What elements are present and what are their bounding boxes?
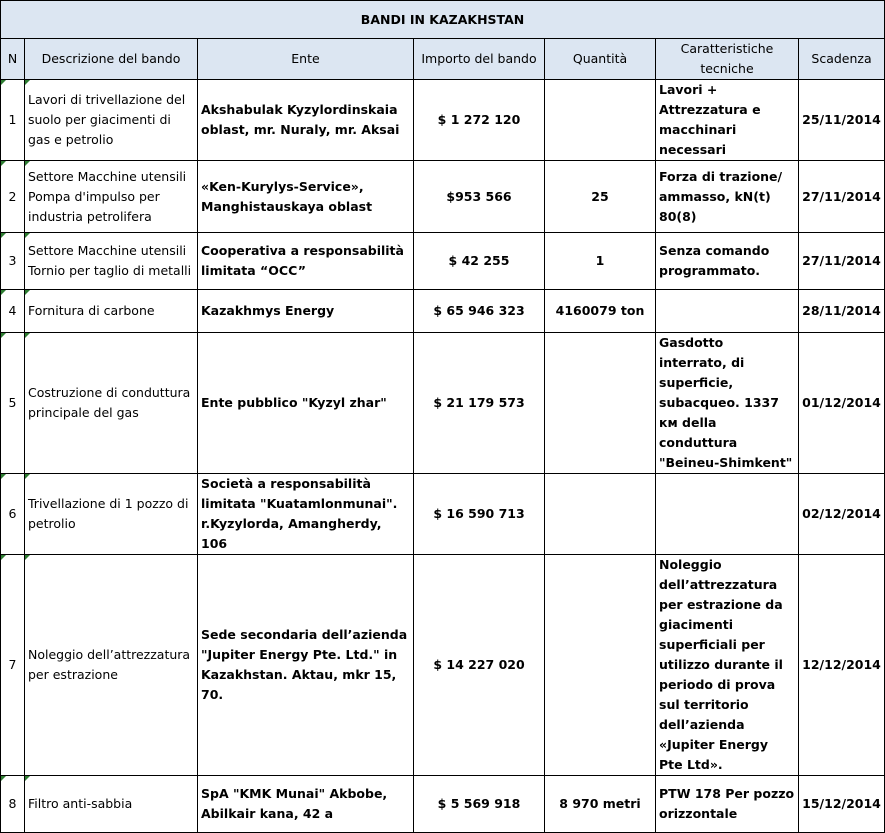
table-row (1, 555, 885, 776)
row-ente: Akshabulak Kyzylordinskaia oblast, mr. Nuraly, mr. Aksai (198, 80, 414, 161)
row-scadenza: 12/12/2014 (799, 555, 885, 776)
row-importo: $ 14 227 020 (414, 555, 545, 776)
row-quantita: 1 (545, 233, 656, 290)
row-scadenza: 15/12/2014 (799, 776, 885, 833)
row-importo: $ 42 255 (414, 233, 545, 290)
row-quantita: 4160079 ton (545, 290, 656, 333)
row-caratteristiche (656, 290, 799, 333)
row-scadenza: 25/11/2014 (799, 80, 885, 161)
row-quantita (545, 80, 656, 161)
row-description: Trivellazione di 1 pozzo di petrolio (25, 474, 198, 555)
row-quantita (545, 333, 656, 474)
row-quantita: 25 (545, 161, 656, 233)
col-header-descrizione: Descrizione del bando (25, 39, 198, 80)
row-description: Costruzione di conduttura principale del gas (25, 333, 198, 474)
row-ente: Cooperativa a responsabilità limitata “OCC” (198, 233, 414, 290)
col-header-n: N (1, 39, 25, 80)
row-description: Settore Macchine utensili Pompa d'impulso per industria petrolifera (25, 161, 198, 233)
row-importo: $ 21 179 573 (414, 333, 545, 474)
table-row (1, 333, 885, 474)
row-quantita: 8 970 metri (545, 776, 656, 833)
row-number: 8 (1, 776, 25, 833)
row-scadenza: 28/11/2014 (799, 290, 885, 333)
table-row (1, 161, 885, 233)
row-number: 7 (1, 555, 25, 776)
row-scadenza: 27/11/2014 (799, 233, 885, 290)
header-row (1, 39, 885, 80)
row-ente: Kazakhmys Energy (198, 290, 414, 333)
row-caratteristiche (656, 474, 799, 555)
row-description: Settore Macchine utensili Tornio per taglio di metalli (25, 233, 198, 290)
row-caratteristiche: Noleggio dell’attrezzatura per estrazione da giacimenti superficiali per utilizzo durante il periodo di prova sul territorio dell’azienda «Jupiter Energy Pte Ltd». (656, 555, 799, 776)
col-header-ente: Ente (198, 39, 414, 80)
row-scadenza: 01/12/2014 (799, 333, 885, 474)
row-ente: Ente pubblico "Kyzyl zhar" (198, 333, 414, 474)
table-title: BANDI IN KAZAKHSTAN (1, 1, 885, 39)
row-ente: Società a responsabilità limitata "Kuatamlonmunai". r.Kyzylorda, Amangherdy, 106 (198, 474, 414, 555)
row-caratteristiche: Gasdotto interrato, di superficie, subacqueo. 1337 км della conduttura "Beineu-Shimkent" (656, 333, 799, 474)
row-importo: $ 1 272 120 (414, 80, 545, 161)
col-header-scadenza: Scadenza (799, 39, 885, 80)
row-number: 5 (1, 333, 25, 474)
table-row (1, 290, 885, 333)
col-header-importo: Importo del bando (414, 39, 545, 80)
row-quantita (545, 474, 656, 555)
row-number: 3 (1, 233, 25, 290)
table-row (1, 474, 885, 555)
col-header-caratteristiche: Caratteristiche tecniche (656, 39, 799, 80)
row-importo: $ 65 946 323 (414, 290, 545, 333)
row-importo: $953 566 (414, 161, 545, 233)
row-number: 1 (1, 80, 25, 161)
row-scadenza: 27/11/2014 (799, 161, 885, 233)
row-importo: $ 16 590 713 (414, 474, 545, 555)
table-row (1, 233, 885, 290)
row-quantita (545, 555, 656, 776)
row-description: Noleggio dell’attrezzatura per estrazione (25, 555, 198, 776)
row-importo: $ 5 569 918 (414, 776, 545, 833)
row-ente: SpA "KMK Munai" Akbobe, Abilkair kana, 42 a (198, 776, 414, 833)
row-caratteristiche: Senza comando programmato. (656, 233, 799, 290)
table-row (1, 80, 885, 161)
row-number: 2 (1, 161, 25, 233)
row-ente: «Ken-Kurylys-Service», Manghistauskaya oblast (198, 161, 414, 233)
row-ente: Sede secondaria dell’azienda "Jupiter Energy Pte. Ltd." in Kazakhstan. Aktau, mkr 15, 70. (198, 555, 414, 776)
table-row (1, 776, 885, 833)
row-number: 4 (1, 290, 25, 333)
row-caratteristiche: PTW 178 Per pozzo orizzontale (656, 776, 799, 833)
row-description: Filtro anti-sabbia (25, 776, 198, 833)
row-caratteristiche: Lavori + Attrezzatura e macchinari necessari (656, 80, 799, 161)
row-scadenza: 02/12/2014 (799, 474, 885, 555)
row-number: 6 (1, 474, 25, 555)
row-description: Fornitura di carbone (25, 290, 198, 333)
row-description: Lavori di trivellazione del suolo per giacimenti di gas e petrolio (25, 80, 198, 161)
col-header-quantita: Quantità (545, 39, 656, 80)
row-caratteristiche: Forza di trazione/ ammasso, kN(t) 80(8) (656, 161, 799, 233)
